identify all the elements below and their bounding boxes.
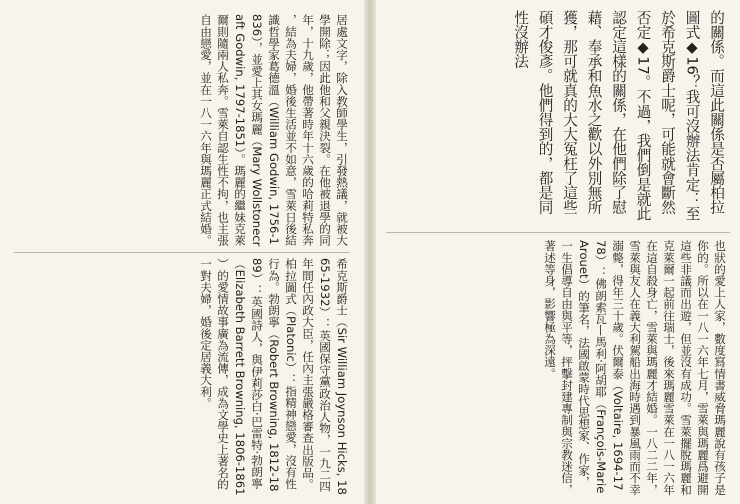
left-page [0,0,364,504]
right-page-divider [386,232,730,233]
right-page [376,0,740,504]
left-page-notes-bottom: 希克斯爵士（Sir William Joynson Hicks, 1865-1932）：英國保守黨政治人物，一九二四年間任內政大臣，任內主張嚴格審查出版品。柏拉圖式（Platonic）：指精神戀愛，沒有性行為。勃朗寧（Robert Browning, 1812-1889）：英國詩人，與伊莉莎白·巴雷特·勃朗寧（Elizabeth Barrett Browning, 1806-1861）的愛情故事廣為流傳，成為文學史上著名的一對夫婦，婚後定居義大利。 [199,258,349,496]
right-page-main-text: 的關係。而這此關係是否屬柏拉圖式◆16？我可沒辦法肯定：至於希克斯爵士呢，可能就會斷然否定◆17。不過，我們倒是就此認定這樣的關係，在他們除了慰藉、奉承和魚水之歡以外別無所獲，那可就真的大大冤枉了這些碩才俊彥。他們得到的，都是同性沒辦法 [512,10,725,221]
left-page-notes-top: 居處文字，除入教師學生，引發熱議，就被大學開除；因此他和父親決裂。在他被退學的同年，十九歲，他帶著時年十六歲的哈莉特私奔，結為夫婦，婚後生活並不如意，雪萊日後結識哲學家葛德溫（William Godwin, 1756-1836），並愛上其女瑪麗（Mary Wollstonecraft Godwin, 1797-1851）。瑪麗的繼妹克萊爾則隨兩人私奔。雪萊自認生性不拘，也主張自由戀愛，並在一八一六年與瑪麗正式結婚。 [199,14,349,247]
right-page-notes: 也狀的愛上人家，數度寫情書威脅瑪麗說有孩子是你的。所以在一八一六年七月，雪萊與瑪麗爲避開這些非議而出遊，但並沒有成功。雪萊擺脫瑪麗和克萊爾一起前往瑞士，後來瑪麗雪萊在一八一六年在這自殺身亡，雪萊與瑪麗才結婚。一八二二年，雪萊與友人在義大利駕船出海時遇到暴風雨而不幸溺斃，得年三十歲。伏爾泰（Voltaire, 1694-1778）：佛朗索瓦—馬利·阿胡耶（François-Marie Arouet）的筆名，法國啟蒙時代思想家、作家，一生倡導自由與平等，抨擊封建專制與宗教迷信，著述等身，影響極為深遠。 [543,240,727,496]
left-page-divider [14,252,350,253]
book-gutter [364,0,376,504]
